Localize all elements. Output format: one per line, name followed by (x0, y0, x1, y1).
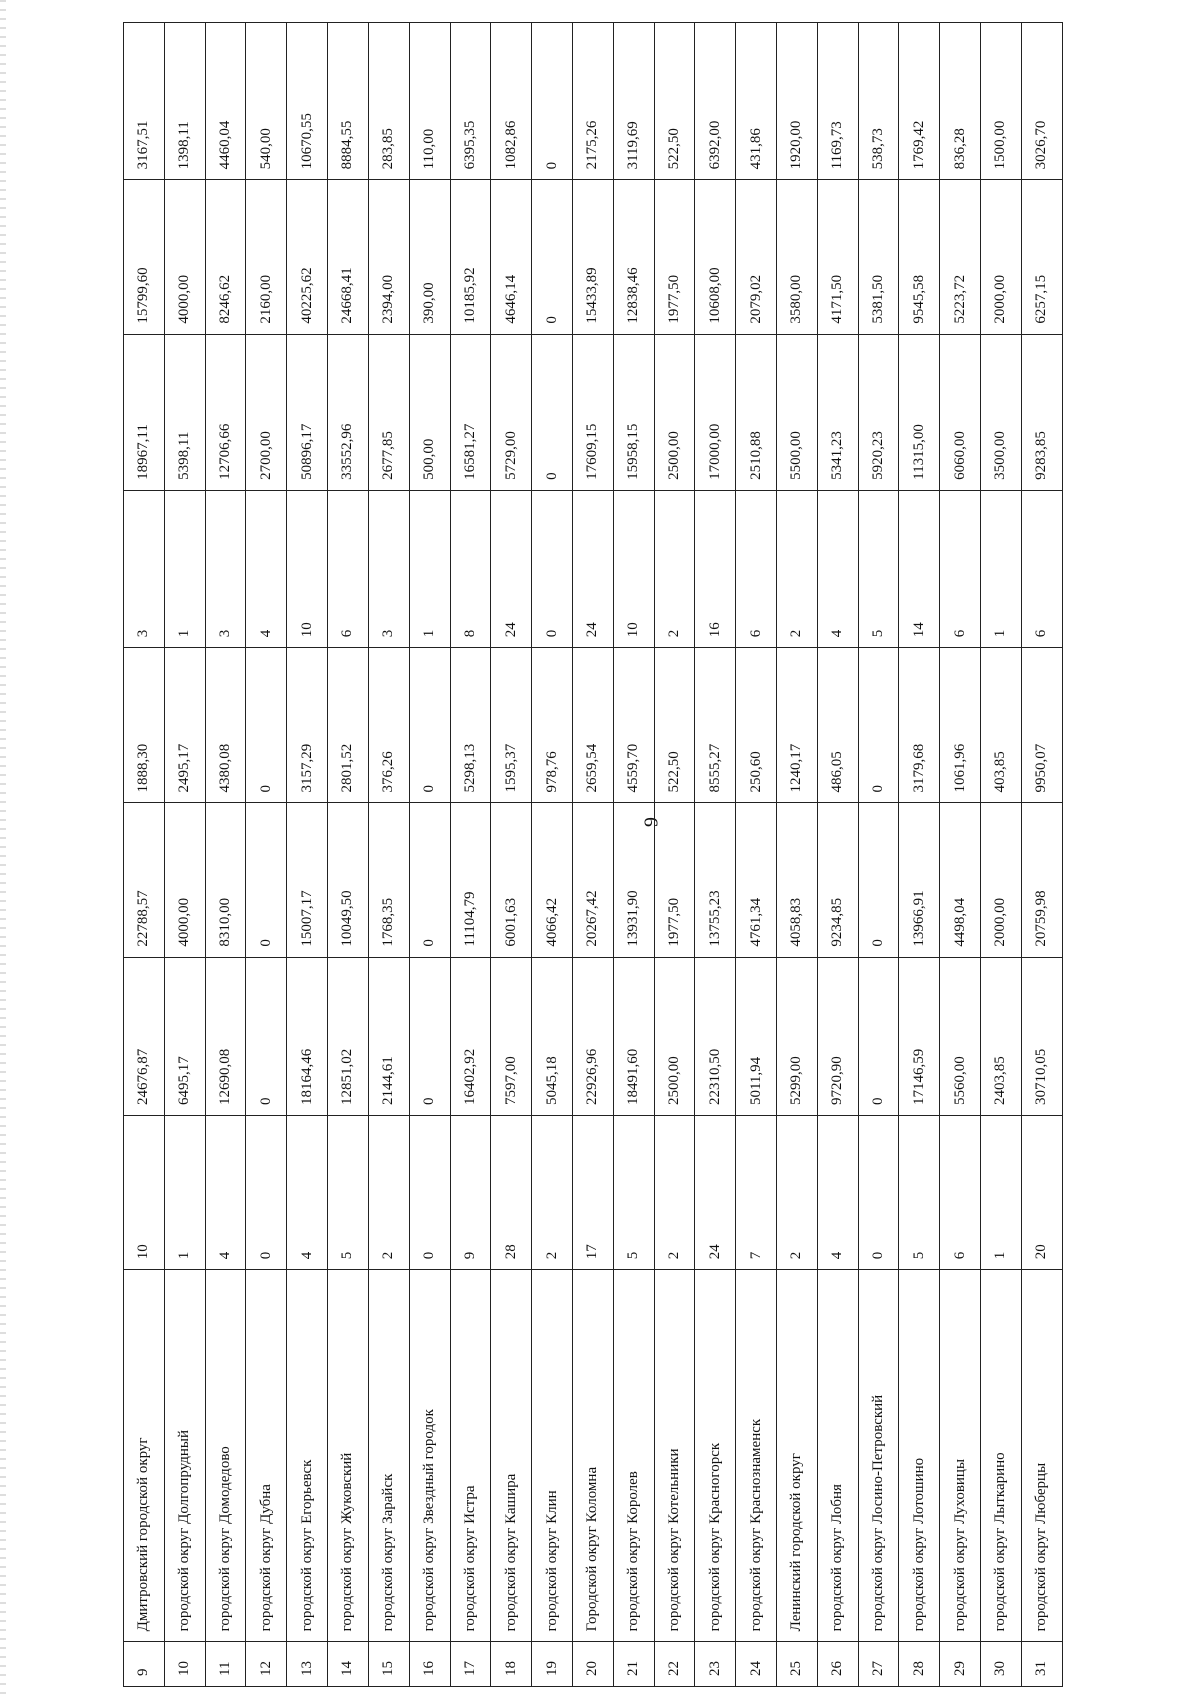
part-b-1-cell: 3179,68 (899, 648, 940, 803)
count-2-cell: 16 (695, 490, 736, 647)
count-1-cell: 7 (736, 1116, 777, 1270)
count-2-cell: 6 (940, 490, 981, 647)
data-table (123, 22, 1063, 1687)
total-1-cell: 2144,61 (368, 957, 409, 1115)
part-a-2-cell: 10185,92 (450, 180, 491, 334)
total-1-cell: 18491,60 (613, 957, 654, 1115)
table-row (491, 23, 532, 1687)
part-a-2-cell: 4171,50 (817, 180, 858, 334)
total-2-cell: 3500,00 (981, 334, 1022, 490)
part-b-1-cell: 978,76 (532, 648, 573, 803)
part-a-1-cell: 9234,85 (817, 803, 858, 957)
count-1-cell: 10 (124, 1116, 165, 1270)
row-number-cell: 28 (899, 1642, 940, 1687)
row-number-cell: 15 (368, 1642, 409, 1687)
total-2-cell: 0 (532, 334, 573, 490)
part-a-1-cell: 4066,42 (532, 803, 573, 957)
part-a-1-cell: 8310,00 (205, 803, 246, 957)
part-b-1-cell: 1595,37 (491, 648, 532, 803)
part-b-2-cell: 431,86 (736, 23, 777, 180)
count-1-cell: 24 (695, 1116, 736, 1270)
total-1-cell: 0 (246, 957, 287, 1115)
total-1-cell: 30710,05 (1021, 957, 1062, 1115)
part-a-1-cell: 13966,91 (899, 803, 940, 957)
total-2-cell: 2500,00 (654, 334, 695, 490)
total-2-cell: 5729,00 (491, 334, 532, 490)
part-b-2-cell: 1398,11 (164, 23, 205, 180)
row-number-cell: 10 (164, 1642, 205, 1687)
part-a-1-cell: 1768,35 (368, 803, 409, 957)
scan-edge-marks (0, 0, 6, 1697)
count-2-cell: 1 (409, 490, 450, 647)
table-row (450, 23, 491, 1687)
count-1-cell: 20 (1021, 1116, 1062, 1270)
district-name-cell: Городской округ Коломна (572, 1270, 613, 1642)
row-number-cell: 13 (287, 1642, 328, 1687)
count-2-cell: 2 (654, 490, 695, 647)
total-2-cell: 11315,00 (899, 334, 940, 490)
row-number-cell: 12 (246, 1642, 287, 1687)
part-b-2-cell: 540,00 (246, 23, 287, 180)
district-name-cell: Дмитровский городской округ (124, 1270, 165, 1642)
part-a-1-cell: 20759,98 (1021, 803, 1062, 957)
part-b-2-cell: 1920,00 (777, 23, 818, 180)
total-2-cell: 2510,88 (736, 334, 777, 490)
district-name-cell: городской округ Лобня (817, 1270, 858, 1642)
part-a-1-cell: 1977,50 (654, 803, 695, 957)
district-name-cell: городской округ Жуковский (328, 1270, 369, 1642)
table-row (287, 23, 328, 1687)
row-number-cell: 26 (817, 1642, 858, 1687)
table-row (328, 23, 369, 1687)
district-name-cell: городской округ Клин (532, 1270, 573, 1642)
district-name-cell: городской округ Королев (613, 1270, 654, 1642)
count-1-cell: 1 (164, 1116, 205, 1270)
part-b-1-cell: 4559,70 (613, 648, 654, 803)
table-row (1021, 23, 1062, 1687)
table-row (736, 23, 777, 1687)
total-2-cell: 5341,23 (817, 334, 858, 490)
district-name-cell: городской округ Домодедово (205, 1270, 246, 1642)
count-1-cell: 4 (817, 1116, 858, 1270)
row-number-cell: 21 (613, 1642, 654, 1687)
row-number-cell: 24 (736, 1642, 777, 1687)
count-2-cell: 3 (368, 490, 409, 647)
part-a-1-cell: 4498,04 (940, 803, 981, 957)
row-number-cell: 31 (1021, 1642, 1062, 1687)
part-b-2-cell: 522,50 (654, 23, 695, 180)
part-a-2-cell: 12838,46 (613, 180, 654, 334)
table-row (981, 23, 1022, 1687)
part-b-2-cell: 3119,69 (613, 23, 654, 180)
part-b-1-cell: 4380,08 (205, 648, 246, 803)
table-row (246, 23, 287, 1687)
row-number-cell: 25 (777, 1642, 818, 1687)
part-a-2-cell: 6257,15 (1021, 180, 1062, 334)
part-a-1-cell: 0 (409, 803, 450, 957)
total-1-cell: 22310,50 (695, 957, 736, 1115)
total-2-cell: 2700,00 (246, 334, 287, 490)
row-number-cell: 11 (205, 1642, 246, 1687)
total-2-cell: 18967,11 (124, 334, 165, 490)
district-name-cell: городской округ Кашира (491, 1270, 532, 1642)
part-a-2-cell: 2079,02 (736, 180, 777, 334)
total-2-cell: 5920,23 (858, 334, 899, 490)
part-b-1-cell: 3157,29 (287, 648, 328, 803)
count-1-cell: 0 (246, 1116, 287, 1270)
part-b-2-cell: 3167,51 (124, 23, 165, 180)
part-b-1-cell: 2801,52 (328, 648, 369, 803)
part-b-2-cell: 1769,42 (899, 23, 940, 180)
total-2-cell: 6060,00 (940, 334, 981, 490)
total-2-cell: 5398,11 (164, 334, 205, 490)
district-name-cell: Ленинский городской округ (777, 1270, 818, 1642)
count-1-cell: 1 (981, 1116, 1022, 1270)
count-1-cell: 17 (572, 1116, 613, 1270)
total-2-cell: 16581,27 (450, 334, 491, 490)
district-name-cell: городской округ Котельники (654, 1270, 695, 1642)
table-row (124, 23, 165, 1687)
part-a-2-cell: 15799,60 (124, 180, 165, 334)
count-1-cell: 4 (287, 1116, 328, 1270)
part-a-1-cell: 2000,00 (981, 803, 1022, 957)
part-b-1-cell: 1061,96 (940, 648, 981, 803)
part-a-1-cell: 20267,42 (572, 803, 613, 957)
part-a-2-cell: 1977,50 (654, 180, 695, 334)
row-number-cell: 20 (572, 1642, 613, 1687)
district-name-cell: городской округ Истра (450, 1270, 491, 1642)
table-row (899, 23, 940, 1687)
part-b-2-cell: 1082,86 (491, 23, 532, 180)
count-2-cell: 4 (246, 490, 287, 647)
row-number-cell: 27 (858, 1642, 899, 1687)
part-b-2-cell: 836,28 (940, 23, 981, 180)
part-a-1-cell: 11104,79 (450, 803, 491, 957)
part-a-1-cell: 22788,57 (124, 803, 165, 957)
count-1-cell: 2 (777, 1116, 818, 1270)
part-b-2-cell: 6392,00 (695, 23, 736, 180)
district-name-cell: городской округ Егорьевск (287, 1270, 328, 1642)
row-number-cell: 16 (409, 1642, 450, 1687)
part-b-2-cell: 110,00 (409, 23, 450, 180)
table-row (532, 23, 573, 1687)
part-b-1-cell: 486,05 (817, 648, 858, 803)
count-2-cell: 6 (328, 490, 369, 647)
total-2-cell: 15958,15 (613, 334, 654, 490)
part-b-1-cell: 2495,17 (164, 648, 205, 803)
part-b-2-cell: 8884,55 (328, 23, 369, 180)
total-2-cell: 500,00 (409, 334, 450, 490)
count-2-cell: 1 (981, 490, 1022, 647)
count-1-cell: 28 (491, 1116, 532, 1270)
part-a-1-cell: 4058,83 (777, 803, 818, 957)
part-a-1-cell: 13755,23 (695, 803, 736, 957)
part-b-2-cell: 283,85 (368, 23, 409, 180)
district-name-cell: городской округ Долгопрудный (164, 1270, 205, 1642)
row-number-cell: 30 (981, 1642, 1022, 1687)
total-1-cell: 0 (409, 957, 450, 1115)
total-1-cell: 5045,18 (532, 957, 573, 1115)
total-2-cell: 12706,66 (205, 334, 246, 490)
table-row (817, 23, 858, 1687)
data-table-container (123, 22, 1063, 1687)
count-2-cell: 10 (613, 490, 654, 647)
total-1-cell: 22926,96 (572, 957, 613, 1115)
table-row (777, 23, 818, 1687)
table-row (940, 23, 981, 1687)
part-b-2-cell: 0 (532, 23, 573, 180)
part-b-2-cell: 2175,26 (572, 23, 613, 180)
total-1-cell: 5299,00 (777, 957, 818, 1115)
part-b-2-cell: 6395,35 (450, 23, 491, 180)
total-1-cell: 12690,08 (205, 957, 246, 1115)
part-b-2-cell: 4460,04 (205, 23, 246, 180)
row-number-cell: 22 (654, 1642, 695, 1687)
part-a-2-cell: 4000,00 (164, 180, 205, 334)
district-name-cell: городской округ Звездный городок (409, 1270, 450, 1642)
total-1-cell: 6495,17 (164, 957, 205, 1115)
row-number-cell: 18 (491, 1642, 532, 1687)
row-number-cell: 23 (695, 1642, 736, 1687)
part-b-1-cell: 403,85 (981, 648, 1022, 803)
part-b-1-cell: 250,60 (736, 648, 777, 803)
total-2-cell: 9283,85 (1021, 334, 1062, 490)
count-1-cell: 2 (532, 1116, 573, 1270)
part-a-2-cell: 10608,00 (695, 180, 736, 334)
count-2-cell: 0 (532, 490, 573, 647)
district-name-cell: городской округ Красногорск (695, 1270, 736, 1642)
part-a-2-cell: 15433,89 (572, 180, 613, 334)
total-2-cell: 50896,17 (287, 334, 328, 490)
part-b-1-cell: 2659,54 (572, 648, 613, 803)
table-row (368, 23, 409, 1687)
part-b-2-cell: 1500,00 (981, 23, 1022, 180)
part-a-2-cell: 2160,00 (246, 180, 287, 334)
count-1-cell: 5 (613, 1116, 654, 1270)
count-2-cell: 14 (899, 490, 940, 647)
part-a-1-cell: 4761,34 (736, 803, 777, 957)
table-row (572, 23, 613, 1687)
count-2-cell: 3 (205, 490, 246, 647)
district-name-cell: городской округ Лотошино (899, 1270, 940, 1642)
part-a-2-cell: 9545,58 (899, 180, 940, 334)
part-a-1-cell: 0 (858, 803, 899, 957)
count-1-cell: 2 (654, 1116, 695, 1270)
total-1-cell: 5560,00 (940, 957, 981, 1115)
part-b-1-cell: 1888,30 (124, 648, 165, 803)
part-b-1-cell: 5298,13 (450, 648, 491, 803)
part-a-1-cell: 15007,17 (287, 803, 328, 957)
part-a-1-cell: 4000,00 (164, 803, 205, 957)
row-number-cell: 19 (532, 1642, 573, 1687)
part-a-2-cell: 2000,00 (981, 180, 1022, 334)
total-2-cell: 5500,00 (777, 334, 818, 490)
count-2-cell: 6 (1021, 490, 1062, 647)
district-name-cell: городской округ Люберцы (1021, 1270, 1062, 1642)
count-2-cell: 6 (736, 490, 777, 647)
total-1-cell: 24676,87 (124, 957, 165, 1115)
part-b-1-cell: 0 (409, 648, 450, 803)
district-name-cell: городской округ Лосино-Петровский (858, 1270, 899, 1642)
total-1-cell: 17146,59 (899, 957, 940, 1115)
table-row (654, 23, 695, 1687)
part-a-2-cell: 5223,72 (940, 180, 981, 334)
row-number-cell: 29 (940, 1642, 981, 1687)
count-2-cell: 5 (858, 490, 899, 647)
count-1-cell: 5 (328, 1116, 369, 1270)
part-b-2-cell: 538,73 (858, 23, 899, 180)
table-row (409, 23, 450, 1687)
total-2-cell: 17000,00 (695, 334, 736, 490)
part-b-1-cell: 1240,17 (777, 648, 818, 803)
part-b-1-cell: 0 (246, 648, 287, 803)
table-row (613, 23, 654, 1687)
part-a-2-cell: 24668,41 (328, 180, 369, 334)
page-number: 9 (640, 817, 663, 827)
total-1-cell: 16402,92 (450, 957, 491, 1115)
row-number-cell: 17 (450, 1642, 491, 1687)
total-1-cell: 5011,94 (736, 957, 777, 1115)
part-a-2-cell: 0 (532, 180, 573, 334)
count-2-cell: 24 (491, 490, 532, 647)
table-row (858, 23, 899, 1687)
part-a-2-cell: 2394,00 (368, 180, 409, 334)
total-1-cell: 9720,90 (817, 957, 858, 1115)
total-2-cell: 17609,15 (572, 334, 613, 490)
total-1-cell: 18164,46 (287, 957, 328, 1115)
part-b-1-cell: 376,26 (368, 648, 409, 803)
part-a-1-cell: 13931,90 (613, 803, 654, 957)
district-name-cell: городской округ Лыткарино (981, 1270, 1022, 1642)
total-2-cell: 2677,85 (368, 334, 409, 490)
part-b-1-cell: 522,50 (654, 648, 695, 803)
part-a-1-cell: 10049,50 (328, 803, 369, 957)
part-a-2-cell: 3580,00 (777, 180, 818, 334)
district-name-cell: городской округ Зарайск (368, 1270, 409, 1642)
count-2-cell: 2 (777, 490, 818, 647)
count-2-cell: 3 (124, 490, 165, 647)
count-2-cell: 8 (450, 490, 491, 647)
part-a-2-cell: 40225,62 (287, 180, 328, 334)
count-2-cell: 24 (572, 490, 613, 647)
part-b-1-cell: 8555,27 (695, 648, 736, 803)
count-2-cell: 10 (287, 490, 328, 647)
count-2-cell: 4 (817, 490, 858, 647)
district-name-cell: городской округ Дубна (246, 1270, 287, 1642)
part-b-1-cell: 9950,07 (1021, 648, 1062, 803)
count-2-cell: 1 (164, 490, 205, 647)
count-1-cell: 0 (409, 1116, 450, 1270)
count-1-cell: 9 (450, 1116, 491, 1270)
total-1-cell: 2500,00 (654, 957, 695, 1115)
count-1-cell: 6 (940, 1116, 981, 1270)
total-1-cell: 7597,00 (491, 957, 532, 1115)
district-name-cell: городской округ Краснознаменск (736, 1270, 777, 1642)
row-number-cell: 9 (124, 1642, 165, 1687)
total-1-cell: 12851,02 (328, 957, 369, 1115)
district-name-cell: городской округ Луховицы (940, 1270, 981, 1642)
count-1-cell: 4 (205, 1116, 246, 1270)
table-row (205, 23, 246, 1687)
row-number-cell: 14 (328, 1642, 369, 1687)
part-a-1-cell: 6001,63 (491, 803, 532, 957)
part-a-2-cell: 8246,62 (205, 180, 246, 334)
count-1-cell: 0 (858, 1116, 899, 1270)
total-1-cell: 0 (858, 957, 899, 1115)
part-b-2-cell: 1169,73 (817, 23, 858, 180)
part-a-2-cell: 4646,14 (491, 180, 532, 334)
part-a-2-cell: 5381,50 (858, 180, 899, 334)
count-1-cell: 2 (368, 1116, 409, 1270)
part-a-2-cell: 390,00 (409, 180, 450, 334)
part-a-1-cell: 0 (246, 803, 287, 957)
table-row (164, 23, 205, 1687)
part-b-2-cell: 10670,55 (287, 23, 328, 180)
total-1-cell: 2403,85 (981, 957, 1022, 1115)
part-b-1-cell: 0 (858, 648, 899, 803)
count-1-cell: 5 (899, 1116, 940, 1270)
total-2-cell: 33552,96 (328, 334, 369, 490)
table-row (695, 23, 736, 1687)
part-b-2-cell: 3026,70 (1021, 23, 1062, 180)
table-body (124, 23, 1063, 1687)
